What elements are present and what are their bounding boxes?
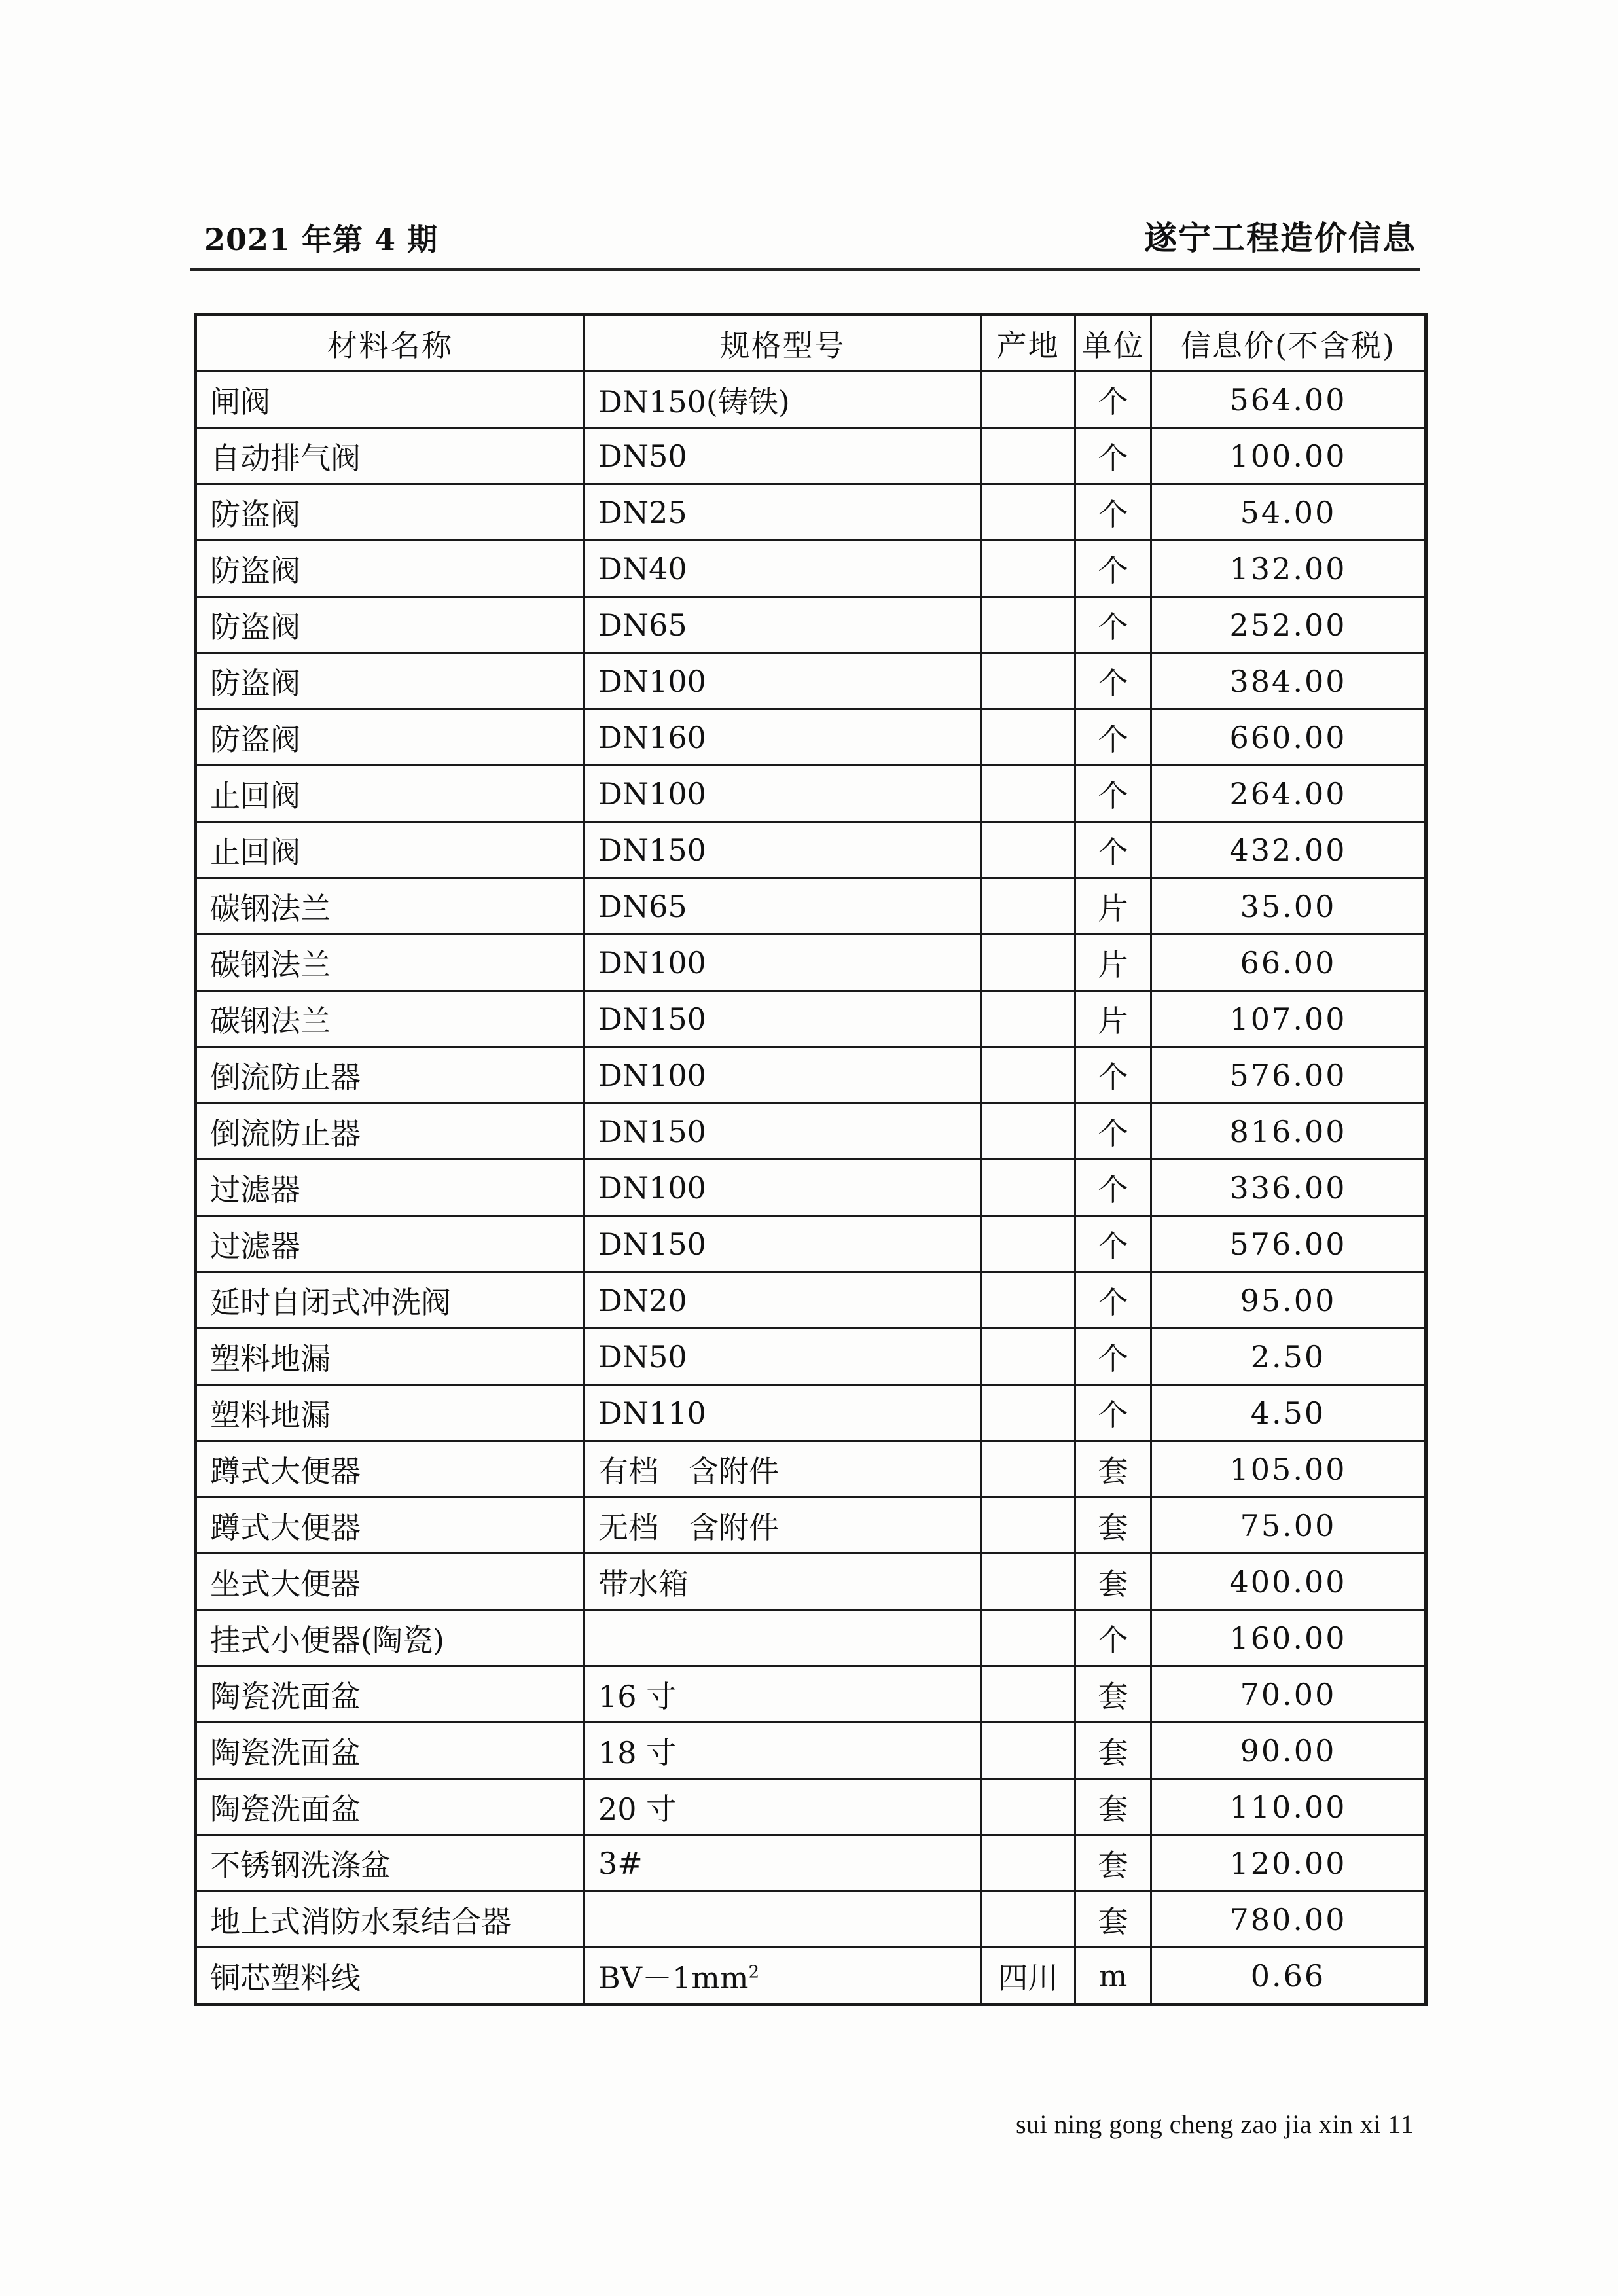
- cell-price: 90.00: [1151, 1723, 1426, 1779]
- publication-title: 遂宁工程造价信息: [1144, 219, 1416, 257]
- cell-spec: DN150: [584, 1216, 981, 1272]
- cell-unit: 个: [1075, 766, 1151, 822]
- cell-price: 107.00: [1151, 991, 1426, 1047]
- table-row: [196, 1835, 1426, 1892]
- cell-name: 防盗阀: [196, 484, 584, 541]
- table-row: [196, 878, 1426, 935]
- cell-spec: DN65: [584, 878, 981, 935]
- cell-origin: [981, 1723, 1075, 1779]
- cell-unit: 个: [1075, 484, 1151, 541]
- table-row: [196, 597, 1426, 653]
- cell-unit: 个: [1075, 1216, 1151, 1272]
- cell-origin: [981, 1554, 1075, 1610]
- cell-price: 816.00: [1151, 1103, 1426, 1160]
- cell-origin: [981, 1160, 1075, 1216]
- cell-spec: DN150(铸铁): [584, 372, 981, 428]
- cell-name: 塑料地漏: [196, 1329, 584, 1385]
- cell-origin: [981, 541, 1075, 597]
- table-row: [196, 1103, 1426, 1160]
- cell-spec: 16 寸: [584, 1666, 981, 1723]
- cell-unit: 片: [1075, 991, 1151, 1047]
- cell-unit: 套: [1075, 1892, 1151, 1948]
- cell-spec: DN100: [584, 935, 981, 991]
- cell-name: 防盗阀: [196, 541, 584, 597]
- cell-unit: 片: [1075, 878, 1151, 935]
- column-header-unit: 单位: [1075, 315, 1151, 372]
- table-row: [196, 1554, 1426, 1610]
- cell-name: 防盗阀: [196, 653, 584, 709]
- table-row: [196, 1948, 1426, 2005]
- cell-origin: [981, 1666, 1075, 1723]
- cell-price: 0.66: [1151, 1948, 1426, 2005]
- cell-name: 坐式大便器: [196, 1554, 584, 1610]
- cell-price: 660.00: [1151, 709, 1426, 766]
- cell-price: 110.00: [1151, 1779, 1426, 1835]
- cell-price: 264.00: [1151, 766, 1426, 822]
- cell-name: 过滤器: [196, 1216, 584, 1272]
- cell-name: 挂式小便器(陶瓷): [196, 1610, 584, 1666]
- table-row: [196, 1160, 1426, 1216]
- cell-name: 蹲式大便器: [196, 1441, 584, 1498]
- cell-unit: 个: [1075, 1047, 1151, 1103]
- cell-price: 384.00: [1151, 653, 1426, 709]
- cell-unit: 套: [1075, 1779, 1151, 1835]
- cell-price: 70.00: [1151, 1666, 1426, 1723]
- cell-name: 不锈钢洗涤盆: [196, 1835, 584, 1892]
- table-row: [196, 484, 1426, 541]
- cell-spec: DN100: [584, 1047, 981, 1103]
- cell-spec: DN150: [584, 1103, 981, 1160]
- cell-price: 132.00: [1151, 541, 1426, 597]
- issue-label: 2021 年第 4 期: [204, 222, 439, 257]
- table-row: [196, 766, 1426, 822]
- cell-spec: DN50: [584, 428, 981, 484]
- table-row: [196, 1329, 1426, 1385]
- cell-spec: DN150: [584, 991, 981, 1047]
- cell-spec: DN100: [584, 1160, 981, 1216]
- table-row: [196, 1610, 1426, 1666]
- cell-unit: 个: [1075, 597, 1151, 653]
- cell-unit: 个: [1075, 1610, 1151, 1666]
- cell-origin: [981, 1441, 1075, 1498]
- cell-origin: [981, 484, 1075, 541]
- table-body: [196, 372, 1426, 2005]
- page-footer: sui ning gong cheng zao jia xin xi 11: [1015, 2109, 1414, 2139]
- table-row: [196, 428, 1426, 484]
- cell-spec: 带水箱: [584, 1554, 981, 1610]
- cell-price: 564.00: [1151, 372, 1426, 428]
- cell-spec: DN65: [584, 597, 981, 653]
- cell-price: 576.00: [1151, 1047, 1426, 1103]
- cell-unit: 套: [1075, 1723, 1151, 1779]
- cell-name: 地上式消防水泵结合器: [196, 1892, 584, 1948]
- table-row: [196, 991, 1426, 1047]
- cell-spec: [584, 1892, 981, 1948]
- cell-origin: [981, 709, 1075, 766]
- cell-unit: 个: [1075, 1385, 1151, 1441]
- table-row: [196, 935, 1426, 991]
- column-header-spec: 规格型号: [584, 315, 981, 372]
- cell-origin: [981, 372, 1075, 428]
- cell-spec: DN25: [584, 484, 981, 541]
- cell-name: 蹲式大便器: [196, 1498, 584, 1554]
- cell-name: 塑料地漏: [196, 1385, 584, 1441]
- cell-name: 倒流防止器: [196, 1047, 584, 1103]
- cell-unit: 个: [1075, 1272, 1151, 1329]
- cell-unit: 套: [1075, 1666, 1151, 1723]
- table-row: [196, 372, 1426, 428]
- cell-spec: [584, 1948, 981, 2005]
- table-row: [196, 1047, 1426, 1103]
- cell-name: 碳钢法兰: [196, 935, 584, 991]
- cell-name: 陶瓷洗面盆: [196, 1666, 584, 1723]
- table-row: [196, 653, 1426, 709]
- cell-unit: 套: [1075, 1554, 1151, 1610]
- cell-unit: 片: [1075, 935, 1151, 991]
- cell-name: 延时自闭式冲洗阀: [196, 1272, 584, 1329]
- cell-origin: [981, 1892, 1075, 1948]
- cell-price: 100.00: [1151, 428, 1426, 484]
- cell-origin: [981, 822, 1075, 878]
- cell-origin: 四川: [981, 1948, 1075, 2005]
- cell-spec: 无档 含附件: [584, 1498, 981, 1554]
- table-row: [196, 1498, 1426, 1554]
- table-row: [196, 709, 1426, 766]
- cell-unit: 套: [1075, 1498, 1151, 1554]
- cell-price: 336.00: [1151, 1160, 1426, 1216]
- cell-spec-superscript: 2: [748, 1962, 760, 1982]
- price-table: [194, 313, 1428, 2006]
- cell-unit: 个: [1075, 428, 1151, 484]
- cell-price: 95.00: [1151, 1272, 1426, 1329]
- cell-origin: [981, 653, 1075, 709]
- cell-spec: DN150: [584, 822, 981, 878]
- cell-spec: DN110: [584, 1385, 981, 1441]
- cell-name: 倒流防止器: [196, 1103, 584, 1160]
- cell-origin: [981, 428, 1075, 484]
- cell-origin: [981, 1385, 1075, 1441]
- cell-name: 碳钢法兰: [196, 991, 584, 1047]
- table-row: [196, 541, 1426, 597]
- cell-unit: 个: [1075, 372, 1151, 428]
- cell-name: 自动排气阀: [196, 428, 584, 484]
- cell-name: 陶瓷洗面盆: [196, 1723, 584, 1779]
- table-row: [196, 1441, 1426, 1498]
- cell-origin: [981, 935, 1075, 991]
- cell-spec-text: BV－1mm: [598, 1960, 749, 1996]
- cell-price: 66.00: [1151, 935, 1426, 991]
- cell-unit: m: [1075, 1948, 1151, 2005]
- cell-origin: [981, 1779, 1075, 1835]
- cell-spec: 3#: [584, 1835, 981, 1892]
- cell-name: 碳钢法兰: [196, 878, 584, 935]
- table-row: [196, 1385, 1426, 1441]
- cell-spec: DN40: [584, 541, 981, 597]
- cell-name: 防盗阀: [196, 709, 584, 766]
- table-header-row: [196, 315, 1426, 372]
- cell-name: 止回阀: [196, 822, 584, 878]
- cell-origin: [981, 597, 1075, 653]
- cell-unit: 个: [1075, 1160, 1151, 1216]
- cell-origin: [981, 1216, 1075, 1272]
- cell-origin: [981, 766, 1075, 822]
- cell-price: 120.00: [1151, 1835, 1426, 1892]
- cell-spec: DN160: [584, 709, 981, 766]
- cell-name: 铜芯塑料线: [196, 1948, 584, 2005]
- cell-origin: [981, 1047, 1075, 1103]
- cell-origin: [981, 991, 1075, 1047]
- cell-name: 陶瓷洗面盆: [196, 1779, 584, 1835]
- cell-spec: 18 寸: [584, 1723, 981, 1779]
- cell-name: 止回阀: [196, 766, 584, 822]
- cell-unit: 个: [1075, 541, 1151, 597]
- cell-name: 防盗阀: [196, 597, 584, 653]
- cell-price: 2.50: [1151, 1329, 1426, 1385]
- column-header-origin: 产地: [981, 315, 1075, 372]
- cell-price: 4.50: [1151, 1385, 1426, 1441]
- cell-spec: DN50: [584, 1329, 981, 1385]
- cell-price: 75.00: [1151, 1498, 1426, 1554]
- cell-origin: [981, 878, 1075, 935]
- cell-spec: DN100: [584, 766, 981, 822]
- table-row: [196, 1779, 1426, 1835]
- cell-origin: [981, 1329, 1075, 1385]
- column-header-price: 信息价(不含税): [1151, 315, 1426, 372]
- table-row: [196, 1723, 1426, 1779]
- cell-spec: 20 寸: [584, 1779, 981, 1835]
- cell-name: 闸阀: [196, 372, 584, 428]
- table-row: [196, 1272, 1426, 1329]
- cell-unit: 个: [1075, 1329, 1151, 1385]
- cell-spec: [584, 1610, 981, 1666]
- column-header-name: 材料名称: [196, 315, 584, 372]
- cell-unit: 套: [1075, 1835, 1151, 1892]
- cell-price: 105.00: [1151, 1441, 1426, 1498]
- table-row: [196, 822, 1426, 878]
- table-row: [196, 1666, 1426, 1723]
- cell-origin: [981, 1272, 1075, 1329]
- cell-price: 35.00: [1151, 878, 1426, 935]
- table-row: [196, 1892, 1426, 1948]
- cell-price: 780.00: [1151, 1892, 1426, 1948]
- cell-price: 576.00: [1151, 1216, 1426, 1272]
- cell-name: 过滤器: [196, 1160, 584, 1216]
- cell-unit: 个: [1075, 653, 1151, 709]
- cell-price: 432.00: [1151, 822, 1426, 878]
- cell-unit: 个: [1075, 709, 1151, 766]
- cell-origin: [981, 1498, 1075, 1554]
- page-header: [190, 209, 1420, 271]
- cell-spec: DN20: [584, 1272, 981, 1329]
- cell-origin: [981, 1835, 1075, 1892]
- table-row: [196, 1216, 1426, 1272]
- cell-origin: [981, 1103, 1075, 1160]
- cell-spec: DN100: [584, 653, 981, 709]
- cell-unit: 个: [1075, 1103, 1151, 1160]
- cell-unit: 套: [1075, 1441, 1151, 1498]
- cell-price: 54.00: [1151, 484, 1426, 541]
- cell-price: 160.00: [1151, 1610, 1426, 1666]
- cell-origin: [981, 1610, 1075, 1666]
- cell-price: 252.00: [1151, 597, 1426, 653]
- cell-price: 400.00: [1151, 1554, 1426, 1610]
- cell-unit: 个: [1075, 822, 1151, 878]
- cell-spec: 有档 含附件: [584, 1441, 981, 1498]
